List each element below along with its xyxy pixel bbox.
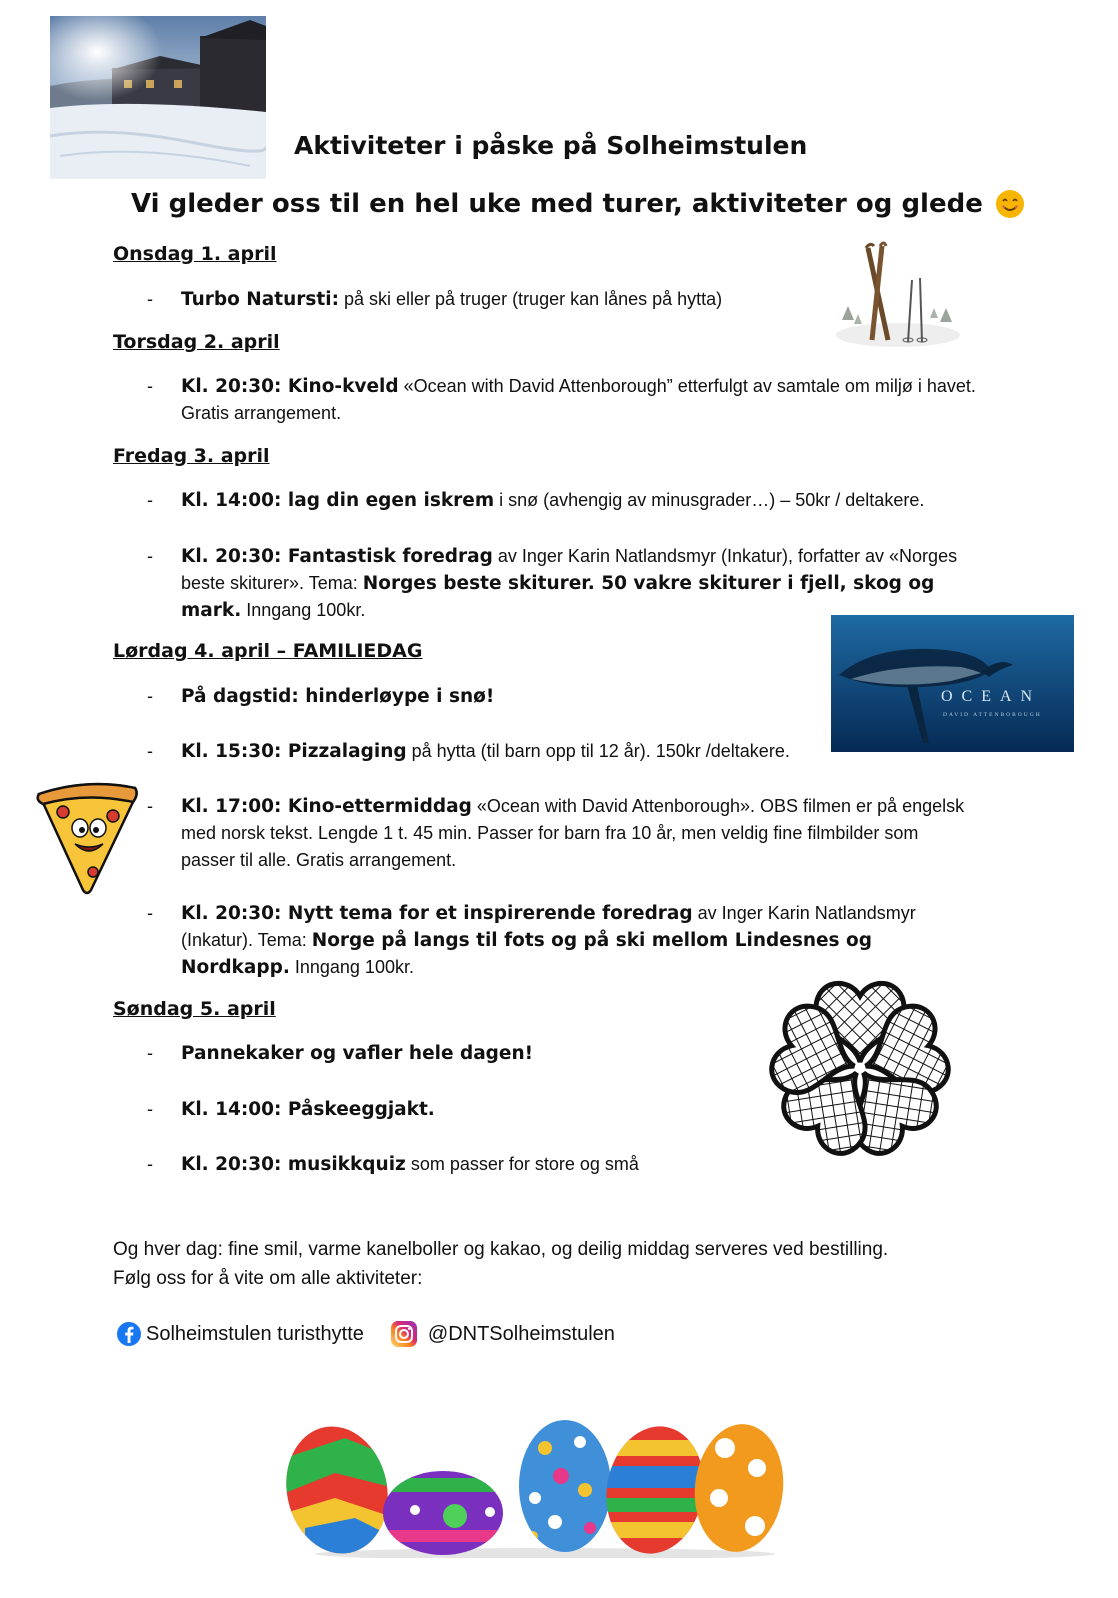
item-text: Inngang 100kr. (289, 957, 414, 977)
list-item (147, 683, 977, 710)
item-text: av Inger Karin Natlandsmyr (Inkatur). Tema: (181, 903, 916, 950)
item-bold: Kl. 20:30: Kino-kveld (181, 376, 399, 397)
footer-text (113, 1236, 943, 1293)
bullet-dash: - (147, 490, 153, 510)
list-item (147, 1096, 977, 1123)
list-item (147, 487, 977, 514)
social-links (116, 1320, 615, 1348)
item-bold: Turbo Natursti: (181, 289, 339, 310)
bullet-dash: - (147, 686, 153, 706)
waffle-illustration (758, 966, 962, 1170)
item-bold: Kl. 14:00: lag din egen iskrem (181, 490, 495, 511)
item-bold-theme: Norges beste skiturer. 50 vakre skiturer i fjell, skog og mark. (181, 573, 935, 621)
item-bold: Kl. 20:30: Fantastisk foredrag (181, 546, 493, 567)
list-item (147, 1040, 977, 1067)
bullet-dash: - (147, 1043, 153, 1063)
list-item (147, 738, 977, 765)
facebook-icon[interactable] (116, 1321, 142, 1347)
list-item (147, 543, 977, 624)
page-title: Aktiviteter i påske på Solheimstulen (294, 131, 808, 160)
day-heading-fredag: Fredag 3. april (113, 445, 270, 467)
bullet-dash: - (147, 903, 153, 923)
item-bold: Kl. 20:30: Nytt tema for et inspirerende foredrag (181, 903, 693, 924)
easter-eggs-illustration (285, 1418, 805, 1558)
bullet-dash: - (147, 796, 153, 816)
page-subtitle (131, 189, 1025, 219)
footer-line-daily: Og hver dag: fine smil, varme kanelboller og kakao, og deilig middag serveres ved bestilling. (113, 1239, 889, 1260)
item-text: som passer for store og små (405, 1154, 639, 1174)
ocean-subtitle: DAVID ATTENBOROUGH (943, 712, 1042, 718)
day-heading-onsdag: Onsdag 1. april (113, 243, 277, 265)
item-text: på hytta (til barn opp til 12 år). 150kr /deltakere. (406, 741, 790, 761)
item-text: «Ocean with David Attenborough” etterfulgt av samtale om miljø i havet. Gratis arrangement. (181, 376, 976, 423)
day-heading-sondag: Søndag 5. april (113, 998, 276, 1020)
item-bold: Kl. 15:30: Pizzalaging (181, 741, 407, 762)
facebook-link[interactable]: Solheimstulen turisthytte (146, 1322, 364, 1345)
item-bold: Kl. 20:30: musikkquiz (181, 1154, 406, 1175)
cabin-photo (50, 16, 266, 179)
bullet-dash: - (147, 1154, 153, 1174)
list-item (147, 1151, 977, 1178)
day-heading-torsdag: Torsdag 2. april (113, 331, 280, 353)
item-text: Inngang 100kr. (241, 600, 366, 620)
pizza-slice-illustration (35, 780, 138, 896)
skis-illustration (830, 240, 966, 355)
footer-line-follow: Følg oss for å vite om alle aktiviteter: (113, 1267, 423, 1289)
list-item (147, 373, 977, 427)
item-bold-theme: Norge på langs til fots og på ski mellom Lindesnes og Nordkapp. (181, 930, 872, 978)
item-text: i snø (avhengig av minusgrader…) – 50kr / deltakere. (494, 490, 925, 510)
list-item (147, 793, 977, 874)
instagram-link[interactable]: @DNTSolheimstulen (427, 1322, 615, 1345)
bullet-dash: - (147, 1099, 153, 1119)
item-bold: Kl. 14:00: Påskeeggjakt. (181, 1099, 435, 1120)
item-text: på ski eller på truger (truger kan lånes på hytta) (338, 289, 723, 309)
day-heading-lordag: Lørdag 4. april – FAMILIEDAG (113, 640, 423, 662)
bullet-dash: - (147, 376, 153, 396)
item-text: «Ocean with David Attenborough». OBS filmen er på engelsk med norsk tekst. Lengde 1 t. 45 min. Passer for barn fra 10 år, men veldig fine filmbilder som passer til alle. Gratis arrangement. (181, 796, 965, 870)
instagram-icon[interactable] (390, 1320, 418, 1348)
bullet-dash: - (147, 741, 153, 761)
item-bold: På dagstid: hinderløype i snø! (181, 686, 495, 707)
subtitle-text: Vi gleder oss til en hel uke med turer, aktiviteter og glede (131, 189, 983, 219)
bullet-dash: - (147, 546, 153, 566)
item-bold: Kl. 17:00: Kino-ettermiddag (181, 796, 472, 817)
smiley-emoji-icon (995, 189, 1025, 219)
ocean-title: OCEAN (941, 688, 1042, 705)
item-text: av Inger Karin Natlandsmyr (Inkatur), forfatter av «Norges beste skiturer». Tema: (181, 546, 958, 593)
bullet-dash: - (147, 289, 153, 309)
item-bold: Pannekaker og vafler hele dagen! (181, 1043, 534, 1064)
